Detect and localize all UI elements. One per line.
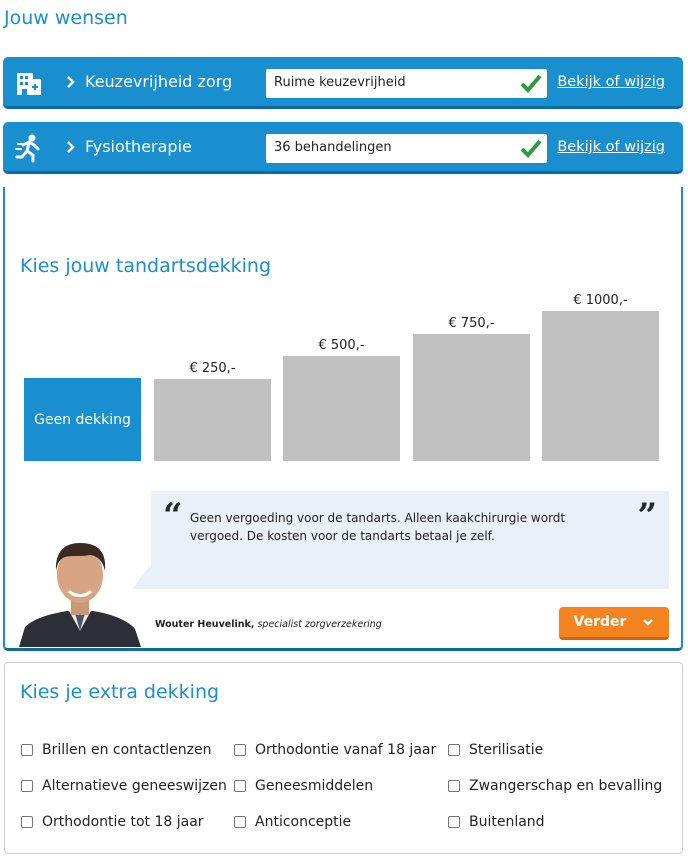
- selected-value-field[interactable]: [266, 134, 547, 163]
- expert-name: Wouter Heuvelink,: [155, 619, 255, 630]
- open-quote-icon: “: [163, 496, 183, 536]
- extra-option[interactable]: [448, 778, 662, 794]
- checkbox[interactable]: [21, 816, 33, 828]
- dental-option-1000[interactable]: [542, 311, 659, 461]
- selected-value-text: 36 behandelingen: [274, 140, 392, 155]
- dental-option-250[interactable]: [154, 379, 271, 461]
- expert-avatar: [19, 535, 141, 647]
- view-or-edit-link[interactable]: Bekijk of wijzig: [557, 139, 665, 155]
- dental-option-none[interactable]: [24, 378, 141, 461]
- close-quote-icon: ”: [637, 496, 657, 536]
- dental-option-price: € 500,-: [318, 338, 365, 353]
- extra-option[interactable]: [448, 742, 543, 758]
- dental-option-500[interactable]: [283, 356, 400, 461]
- checkbox[interactable]: [448, 780, 460, 792]
- extra-option[interactable]: [234, 814, 351, 830]
- view-or-edit-link[interactable]: Bekijk of wijzig: [557, 74, 665, 90]
- extra-option-label: Anticonceptie: [255, 814, 352, 830]
- next-button[interactable]: [559, 607, 669, 640]
- dental-option-price: € 750,-: [448, 316, 495, 331]
- expert-quote: [151, 491, 669, 589]
- extra-option-label: Brillen en contactlenzen: [42, 742, 212, 758]
- extra-option[interactable]: [21, 814, 204, 830]
- extra-option-label: Orthodontie tot 18 jaar: [42, 814, 204, 830]
- runner-icon: [13, 132, 45, 164]
- dental-option-price: € 250,-: [189, 361, 236, 376]
- section-bar-keuzevrijheid[interactable]: [3, 57, 683, 109]
- selected-value-field[interactable]: [266, 69, 547, 98]
- dental-option-price: € 1000,-: [573, 293, 628, 308]
- extra-option[interactable]: [448, 814, 545, 830]
- extra-option[interactable]: [234, 778, 373, 794]
- chevron-down-icon: [642, 617, 654, 627]
- extra-option[interactable]: [21, 742, 212, 758]
- checkmark-icon: [519, 137, 543, 159]
- extra-option-label: Alternatieve geneeswijzen: [42, 778, 227, 794]
- chevron-right-icon: [65, 139, 77, 155]
- section-label-text: Keuzevrijheid zorg: [85, 72, 233, 91]
- extra-option-label: Orthodontie vanaf 18 jaar: [255, 742, 437, 758]
- checkbox[interactable]: [448, 816, 460, 828]
- section-bar-fysiotherapie[interactable]: [3, 122, 683, 174]
- extra-option-label: Geneesmiddelen: [255, 778, 374, 794]
- checkbox[interactable]: [21, 780, 33, 792]
- extra-option-label: Buitenland: [469, 814, 545, 830]
- extra-option[interactable]: [21, 778, 227, 794]
- section-label[interactable]: [65, 137, 192, 156]
- expert-signature: [155, 619, 382, 630]
- section-label[interactable]: [65, 72, 232, 91]
- extra-option[interactable]: [234, 742, 436, 758]
- checkbox[interactable]: [21, 744, 33, 756]
- dental-panel: [3, 187, 683, 651]
- hospital-icon: [13, 67, 45, 99]
- extra-coverage-section: [4, 662, 683, 854]
- extra-title: Kies je extra dekking: [20, 681, 220, 703]
- next-button-label: Verder: [573, 614, 627, 630]
- chevron-right-icon: [65, 74, 77, 90]
- quote-text: Geen vergoeding voor de tandarts. Alleen kaakchirurgie wordt vergoed. De kosten voor de tandarts betaal je zelf.: [190, 511, 566, 543]
- checkbox[interactable]: [448, 744, 460, 756]
- checkbox[interactable]: [234, 744, 246, 756]
- selected-value-text: Ruime keuzevrijheid: [274, 75, 406, 90]
- checkbox[interactable]: [234, 816, 246, 828]
- page-title: Jouw wensen: [4, 7, 128, 29]
- checkbox[interactable]: [234, 780, 246, 792]
- section-label-text: Fysiotherapie: [85, 137, 192, 156]
- dental-option-750[interactable]: [413, 334, 530, 461]
- dental-title: Kies jouw tandartsdekking: [20, 255, 272, 277]
- extra-option-label: Zwangerschap en bevalling: [469, 778, 663, 794]
- extra-option-label: Sterilisatie: [469, 742, 544, 758]
- expert-role: specialist zorgverzekering: [257, 619, 382, 630]
- checkmark-icon: [519, 72, 543, 94]
- dental-option-label: Geen dekking: [34, 411, 131, 428]
